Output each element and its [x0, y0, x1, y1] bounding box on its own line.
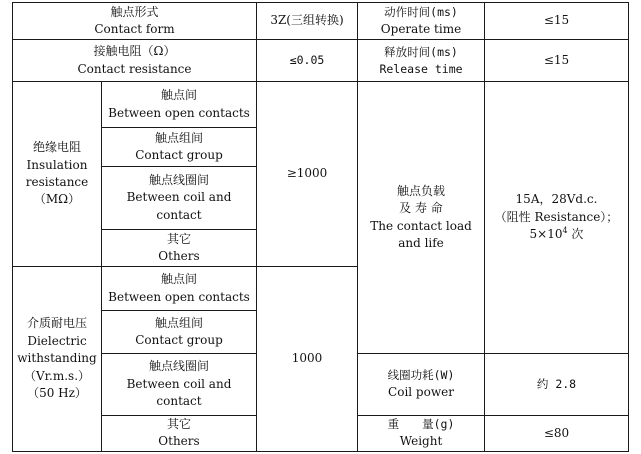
release-time-value: ≤15 — [485, 40, 629, 82]
contact-form-label-en: Contact form — [94, 22, 175, 36]
coil-power-label: 线圈功耗(W) Coil power — [358, 354, 485, 416]
weight-label: 重 量(g) Weight — [358, 416, 485, 452]
contact-form-label-cn: 触点形式 — [110, 4, 159, 19]
insulation-unit: （MΩ） — [33, 192, 81, 207]
operate-time-label-cn: 动作时间(ms) — [384, 4, 458, 19]
dielectric-contact-group: 触点组间 Contact group — [102, 311, 257, 354]
dielectric-label-cn: 介质耐电压 — [26, 316, 87, 331]
dielectric-label: 介质耐电压 Dielectric withstanding （Vr.m.s.） （50 Hz） — [13, 267, 102, 452]
relay-spec-table — [12, 2, 629, 452]
row-contact-resistance — [13, 40, 629, 82]
dielectric-value: 1000 — [257, 267, 358, 452]
insulation-coil-contact: 触点线圈间 Between coil and contact — [102, 167, 257, 230]
dielectric-coil-contact: 触点线圈间 Between coil and contact — [102, 354, 257, 416]
contact-load-label: 触点负载 及 寿 命 The contact load and life — [358, 82, 485, 354]
operate-time-value: ≤15 — [485, 3, 629, 40]
insulation-others: 其它 Others — [102, 230, 257, 267]
contact-resistance-label-en: Contact resistance — [77, 61, 192, 76]
insulation-label: 绝缘电阻 Insulation resistance （MΩ） — [13, 82, 102, 267]
release-time-label-en: Release time — [379, 61, 463, 76]
contact-form-label — [13, 3, 257, 40]
release-time-label-cn: 释放时间(ms) — [384, 44, 458, 59]
contact-life-cycles: $5\times 10^4$ 次 — [529, 226, 584, 242]
contact-resistance-value: ≤0.05 — [257, 40, 358, 82]
contact-form-value: 3Z(三组转换) — [257, 3, 358, 40]
operate-time-label — [358, 3, 485, 40]
insulation-contact-group: 触点组间 Contact group — [102, 128, 257, 167]
row-contact-form — [13, 3, 629, 40]
contact-resistance-label-cn: 接触电阻（Ω） — [93, 44, 176, 59]
weight-value: ≤80 — [485, 416, 629, 452]
coil-power-value: 约 2.8 — [485, 354, 629, 416]
dielectric-others: 其它 Others — [102, 416, 257, 452]
release-time-label — [358, 40, 485, 82]
dielectric-open-contacts: 触点间 Between open contacts — [102, 267, 257, 311]
row-insulation-open-contacts — [13, 82, 629, 128]
insulation-value: ≥1000 — [257, 82, 358, 267]
insulation-open-contacts: 触点间 Between open contacts — [102, 82, 257, 128]
contact-resistance-label — [13, 40, 257, 82]
contact-load-value: 15A，28Vd.c. （阻性 Resistance）； $5\times 10^4$ 次 — [485, 82, 629, 354]
operate-time-label-en: Operate time — [380, 21, 462, 36]
insulation-label-cn: 绝缘电阻 — [32, 140, 81, 155]
